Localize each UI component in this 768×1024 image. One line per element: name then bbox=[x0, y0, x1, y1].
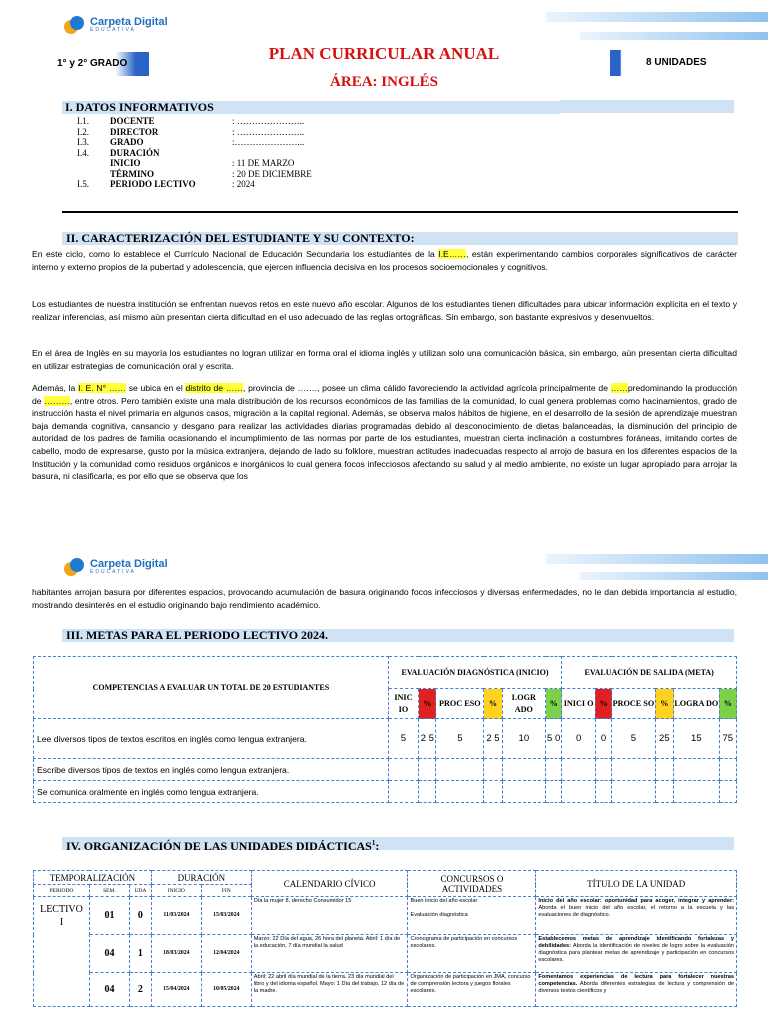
datos-key: DIRECTOR bbox=[110, 126, 159, 137]
value-cell bbox=[655, 781, 673, 803]
datos-row bbox=[77, 116, 304, 127]
col-calendario: CALENDARIO CÍVICO bbox=[251, 871, 408, 897]
value-cell: 15 bbox=[674, 719, 720, 759]
value-cell: 25 bbox=[655, 719, 673, 759]
value-cell bbox=[502, 759, 545, 781]
goals-subheader: INIC IO bbox=[388, 689, 418, 719]
goals-subheader: % bbox=[546, 689, 562, 719]
logo bbox=[64, 14, 168, 36]
units-subheader: UDA bbox=[129, 885, 151, 897]
datos-num: I.3. bbox=[77, 137, 89, 147]
grade-badge: 1° y 2° GRADO bbox=[37, 52, 149, 76]
value-cell: 75 bbox=[719, 719, 736, 759]
value-cell bbox=[484, 759, 502, 781]
logo-sub: EDUCATIVA bbox=[90, 27, 136, 33]
sem-cell: 04 bbox=[89, 973, 129, 1007]
sem-cell: 04 bbox=[89, 935, 129, 973]
goals-subheader: % bbox=[419, 689, 436, 719]
datos-row bbox=[77, 148, 232, 159]
value-cell bbox=[546, 781, 562, 803]
table-row bbox=[34, 719, 737, 759]
value-cell bbox=[612, 781, 655, 803]
col-titulo: TÍTULO DE LA UNIDAD bbox=[536, 871, 737, 897]
calendario-cell: Marzo: 22 Día del agua, 26 hora del planeta. Abril: 1 día de la educación, 7 día mundial la salud bbox=[251, 935, 408, 973]
value-cell bbox=[719, 781, 736, 803]
fin-cell: 15/03/2024 bbox=[201, 897, 251, 935]
value-cell bbox=[562, 781, 596, 803]
decorative-bar bbox=[560, 100, 734, 113]
calendario-cell: Abril: 22 abril día mundial de la tierra. 23 día mundial del libro y del idioma español. Mayo: 1 Día del trabajo, 12 día de la madre. bbox=[251, 973, 408, 1007]
value-cell bbox=[419, 759, 436, 781]
uda-cell: 0 bbox=[129, 897, 151, 935]
goals-subheader: PROC ESO bbox=[436, 689, 484, 719]
datos-value: : 2024 bbox=[232, 179, 255, 189]
value-cell bbox=[719, 759, 736, 781]
table-row bbox=[34, 759, 737, 781]
goals-subheader: LOGRA DO bbox=[674, 689, 720, 719]
value-cell: 2 5 bbox=[484, 719, 502, 759]
section-heading-datos: I. DATOS INFORMATIVOS bbox=[62, 101, 560, 114]
value-cell bbox=[612, 759, 655, 781]
units-subheader: INICIO bbox=[151, 885, 201, 897]
datos-num: I.1. bbox=[77, 116, 89, 126]
paragraph-5: habitantes arrojan basura por diferentes espacios, provocando acumulación de basura originando focos infecciosos y diversas enfermedades, no le dan debida importancia al estudio, mostrando desinterés en el estudio originando bajo rendimiento académico. bbox=[32, 587, 737, 610]
units-subheader: PERIODO bbox=[34, 885, 90, 897]
datos-key: INICIO bbox=[110, 158, 141, 168]
concursos-cell: Cronograma de participación en concursos escolares. bbox=[408, 935, 536, 973]
table-row bbox=[34, 781, 737, 803]
logo bbox=[64, 556, 168, 578]
competencia-cell: Lee diversos tipos de textos escritos en inglés como lengua extranjera. bbox=[34, 719, 389, 759]
datos-key: DURACIÓN bbox=[110, 147, 160, 158]
titulo-cell: Fomentamos experiencias de lectura para fortalecer nuestras competencias. Aborda diferentes estrategias de lectura y comprensión de diversos textos científicos y bbox=[536, 973, 737, 1007]
inicio-cell: 15/04/2024 bbox=[151, 973, 201, 1007]
sem-cell: 01 bbox=[89, 897, 129, 935]
inicio-cell: 18/03/2024 bbox=[151, 935, 201, 973]
col-competencias: COMPETENCIAS A EVALUAR UN TOTAL DE 20 ESTUDIANTES bbox=[34, 657, 389, 719]
units-badge: 8 UNIDADES bbox=[610, 50, 737, 76]
concursos-cell: Organización de participación en JMA, concurso de comprensión lectora y juegos florales escolares. bbox=[408, 973, 536, 1007]
page-title: PLAN CURRICULAR ANUAL bbox=[268, 44, 500, 63]
paragraph-4: Además, la I. E. N° …… se ubica en el distrito de ……, provincia de ……., posee un clima cálido favoreciendo la actividad agrícola principalmente de ……predominando la producción de ………, entre otros. Pero también existe una mala distribución de los recursos económicos de las familias de la comunidad, lo cual genera problemas como hacinamientos, grado de instrucción hasta el nivel primaria en algunos casos, migración a la capital regional. Además, se observa malos hábitos de higiene, en el desarrollo de la sesión de aprendizaje muestran baja demanda cognitiva, cansancio y desgano para realizar las actividades diarias programadas debido al desconocimiento de dietas balanceadas, la disminución del principio de autoridad de los padres de familia ocasionando el incumplimiento de las normas por parte de los estudiantes, muestran cierta inclinación a costumbres foráneas, imitando cortes de cabello, modo de expresarse, gusto por la música extranjera, dejando de lado su folklore, muestran actitudes inadecuadas respecto al arrojo de basura en los diferentes espacios de la Institución y la comunidad como residuos orgánicos e inorgánicos lo cual genera focos infecciosos afectando su salud y al medio ambiente, no existe un lugar apropiado para arrojar la basura, ni clasificarla, es por ello que se observa que los bbox=[32, 383, 738, 482]
value-cell bbox=[655, 759, 673, 781]
decorative-bar bbox=[546, 12, 768, 22]
fin-cell: 10/05/2024 bbox=[201, 973, 251, 1007]
col-concursos: CONCURSOS O ACTIVIDADES bbox=[408, 871, 536, 897]
logo-mark-icon bbox=[64, 556, 86, 578]
concursos-cell: Buen inicio del año escolar Evaluación diagnóstica bbox=[408, 897, 536, 935]
page-subtitle: ÁREA: INGLÉS bbox=[330, 74, 438, 90]
logo-name: Carpeta Digital bbox=[90, 558, 168, 570]
datos-num: I.4. bbox=[77, 147, 89, 158]
logo-sub: EDUCATIVA bbox=[90, 569, 136, 575]
value-cell bbox=[388, 781, 418, 803]
section-heading-metas: III. METAS PARA EL PERIODO LECTIVO 2024. bbox=[62, 629, 734, 642]
units-table bbox=[33, 870, 737, 1007]
goals-subheader: % bbox=[484, 689, 502, 719]
competencia-cell: Se comunica oralmente en inglés como lengua extranjera. bbox=[34, 781, 389, 803]
value-cell: 2 5 bbox=[419, 719, 436, 759]
goals-subheader: PROCE SO bbox=[612, 689, 655, 719]
datos-row bbox=[77, 127, 304, 138]
value-cell: 0 bbox=[595, 719, 611, 759]
table-row bbox=[34, 973, 737, 1007]
datos-key: GRADO bbox=[110, 137, 144, 147]
value-cell: 10 bbox=[502, 719, 545, 759]
value-cell: 5 bbox=[436, 719, 484, 759]
value-cell: 5 bbox=[612, 719, 655, 759]
datos-value: : 20 DE DICIEMBRE bbox=[232, 168, 312, 179]
value-cell bbox=[674, 781, 720, 803]
datos-num bbox=[77, 158, 110, 169]
value-cell bbox=[484, 781, 502, 803]
inicio-cell: 11/03/2024 bbox=[151, 897, 201, 935]
units-subheader: FIN bbox=[201, 885, 251, 897]
decorative-bar bbox=[580, 572, 768, 580]
col-temporalizacion: TEMPORALIZACIÓN bbox=[34, 871, 152, 885]
section-heading-organizacion: IV. ORGANIZACIÓN DE LAS UNIDADES DIDÁCTICAS$^1$: bbox=[62, 837, 734, 850]
goals-subheader: % bbox=[719, 689, 736, 719]
goals-subheader: INICI O bbox=[562, 689, 596, 719]
table-row bbox=[34, 897, 737, 935]
logo-mark-icon bbox=[64, 14, 86, 36]
paragraph-1: En este ciclo, como lo establece el Currículo Nacional de Educación Secundaria los estudiantes de la I.E……, están experimentando cambios corporales significativos de carácter interno y externo propios de la pubertad y adolescencia, que ejercen influencia decisiva en los procesos socioemocionales y cognitivos. bbox=[32, 249, 737, 272]
value-cell bbox=[595, 759, 611, 781]
uda-cell: 1 bbox=[129, 935, 151, 973]
value-cell bbox=[436, 781, 484, 803]
datos-num bbox=[77, 169, 110, 180]
value-cell bbox=[546, 759, 562, 781]
datos-num: I.2. bbox=[77, 126, 89, 137]
col-duracion: DURACIÓN bbox=[151, 871, 251, 885]
paragraph-2: Los estudiantes de nuestra institución se enfrentan nuevos retos en este nuevo año escolar. Algunos de los estudiantes tienen dificultades para ubicar información explícita en el texto y realizar inferencias, así mismo aún presentan cierta dificultad en el uso adecuado de las reglas ortográficas. Sin embargo, son bastante expresivos y desenvueltos. bbox=[32, 299, 737, 322]
datos-row bbox=[77, 179, 255, 190]
value-cell bbox=[419, 781, 436, 803]
datos-num: I.5. bbox=[77, 179, 89, 189]
value-cell: 5 bbox=[388, 719, 418, 759]
goals-subheader: % bbox=[655, 689, 673, 719]
fin-cell: 12/04/2024 bbox=[201, 935, 251, 973]
value-cell bbox=[562, 759, 596, 781]
decorative-bar bbox=[546, 554, 768, 564]
uda-cell: 2 bbox=[129, 973, 151, 1007]
titulo-cell: Establecemos metas de aprendizaje identificando fortalezas y debilidades: Aborda la identificación de niveles de logro sobre la evaluación diagnóstica para plantear metas de aprendizaje y participación en concursos escolares. bbox=[536, 935, 737, 973]
titulo-cell: Inicio del año escolar: oportunidad para acoger, integrar y aprender: Aborda el buen inicio del año escolar, el retorno a la escuela y las evaluaciones de diagnóstico. bbox=[536, 897, 737, 935]
col-salida: EVALUACIÓN DE SALIDA (META) bbox=[562, 657, 737, 689]
section-heading-caracterizacion: II. CARACTERIZACIÓN DEL ESTUDIANTE Y SU CONTEXTO: bbox=[62, 232, 738, 245]
datos-row bbox=[77, 137, 304, 148]
datos-key: DOCENTE bbox=[110, 116, 155, 126]
datos-value: : ………………….. bbox=[232, 126, 305, 137]
datos-value: : 11 DE MARZO bbox=[232, 158, 295, 168]
paragraph-3: En el área de Inglès en su mayoría los estudiantes no logran utilizar en forma oral el idioma inglés y utilizan solo una comunicación básica, sin embargo, aún presentan cierta dificultad en utilizar estrategias de comunicación oral y escrita. bbox=[32, 348, 737, 371]
goals-subheader: LOGR ADO bbox=[502, 689, 545, 719]
value-cell bbox=[674, 759, 720, 781]
col-diagnostica: EVALUACIÓN DIAGNÓSTICA (INICIO) bbox=[388, 657, 562, 689]
value-cell bbox=[595, 781, 611, 803]
units-subheader: SEM. bbox=[89, 885, 129, 897]
datos-value: : ………………….. bbox=[232, 116, 305, 126]
value-cell: 5 0 bbox=[546, 719, 562, 759]
datos-row bbox=[77, 169, 312, 180]
datos-key: PERIODO LECTIVO bbox=[110, 179, 196, 189]
decorative-bar bbox=[580, 32, 768, 40]
value-cell bbox=[436, 759, 484, 781]
datos-value: :…………………... bbox=[232, 137, 305, 147]
datos-row bbox=[77, 158, 294, 169]
goals-subheader: % bbox=[595, 689, 611, 719]
competencia-cell: Escribe diversos tipos de textos en inglés como lengua extranjera. bbox=[34, 759, 389, 781]
table-row bbox=[34, 935, 737, 973]
calendario-cell: Día la mujer 8, derecho Consumidor 15 bbox=[251, 897, 408, 935]
logo-name: Carpeta Digital bbox=[90, 16, 168, 28]
value-cell: 0 bbox=[562, 719, 596, 759]
goals-table bbox=[33, 656, 737, 803]
value-cell bbox=[388, 759, 418, 781]
datos-key: TÉRMINO bbox=[110, 168, 155, 179]
periodo-cell: LECTIVO I bbox=[34, 897, 90, 1007]
divider bbox=[62, 211, 738, 213]
value-cell bbox=[502, 781, 545, 803]
